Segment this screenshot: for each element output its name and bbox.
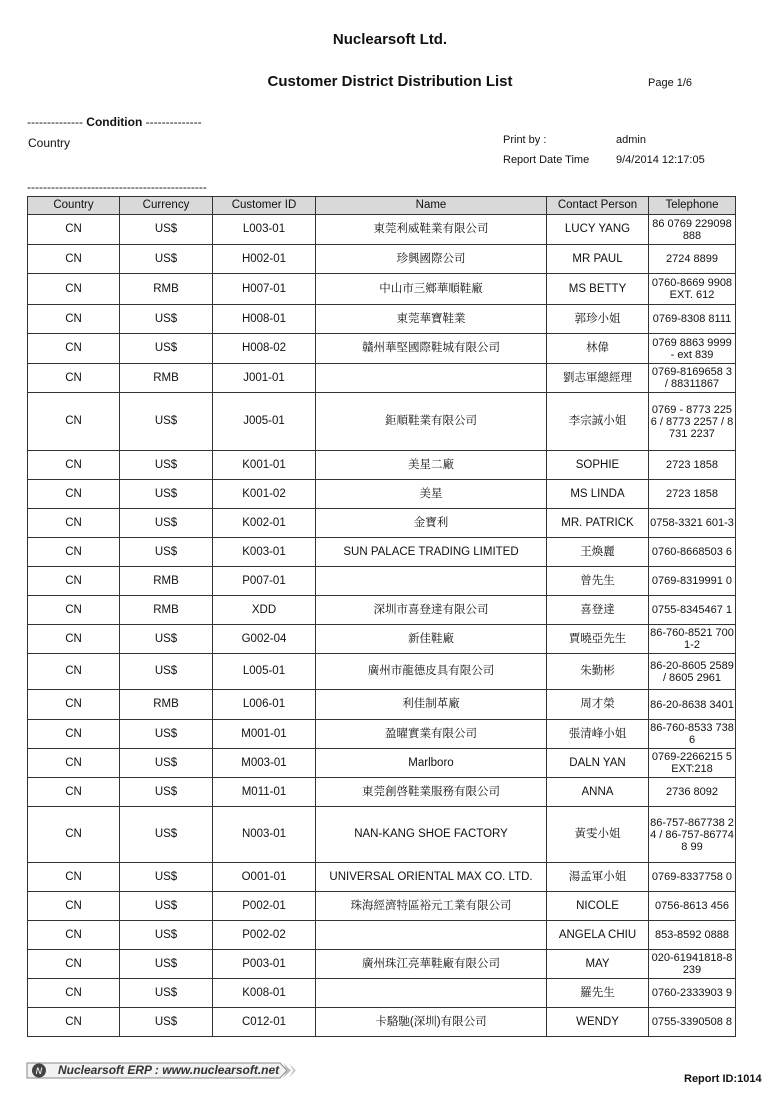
cell-customer-id: XDD <box>213 596 316 625</box>
condition-heading <box>27 115 202 129</box>
cell-customer-id: K001-02 <box>213 480 316 509</box>
company-name: Nuclearsoft Ltd. <box>332 31 448 48</box>
table-row <box>28 807 736 863</box>
cell-currency: US$ <box>120 480 213 509</box>
cell-telephone: 0769-8337758 0 <box>649 863 736 892</box>
condition-label: Condition <box>86 115 143 129</box>
cell-customer-id: H007-01 <box>213 274 316 305</box>
cell-contact-person: 劉志軍總經理 <box>547 364 649 393</box>
cell-contact-person: 黃雯小姐 <box>547 807 649 863</box>
cell-country: CN <box>28 1008 120 1037</box>
cell-name: 東莞創啓鞋業服務有限公司 <box>316 778 547 807</box>
table-row <box>28 1008 736 1037</box>
cell-name: 鉅順鞋業有限公司 <box>316 393 547 451</box>
table-row <box>28 567 736 596</box>
cell-country: CN <box>28 364 120 393</box>
cell-telephone: 86-760-8533 7386 <box>649 720 736 749</box>
cell-currency: US$ <box>120 393 213 451</box>
table-row <box>28 509 736 538</box>
cell-currency: US$ <box>120 807 213 863</box>
table-row <box>28 451 736 480</box>
table-row <box>28 364 736 393</box>
cell-name: 盈曜實業有限公司 <box>316 720 547 749</box>
table-row <box>28 245 736 274</box>
svg-text:N: N <box>35 1067 43 1077</box>
column-header-currency: Currency <box>120 197 213 215</box>
cell-country: CN <box>28 451 120 480</box>
cell-name: 中山市三鄉華順鞋廠 <box>316 274 547 305</box>
report-datetime-value: 9/4/2014 12:17:05 <box>616 154 705 166</box>
cell-telephone: 0769 - 8773 2256 / 8773 2257 / 8731 2237 <box>649 393 736 451</box>
cell-name: 廣州市龍德皮具有限公司 <box>316 654 547 690</box>
cell-name: SUN PALACE TRADING LIMITED <box>316 538 547 567</box>
table-row <box>28 892 736 921</box>
page-number: Page 1/6 <box>648 77 693 89</box>
cell-currency: RMB <box>120 567 213 596</box>
cell-customer-id: O001-01 <box>213 863 316 892</box>
cell-name: 珍興國際公司 <box>316 245 547 274</box>
cell-contact-person: 張清峰小姐 <box>547 720 649 749</box>
cell-name: 贛州華堅國際鞋城有限公司 <box>316 334 547 364</box>
cell-contact-person: WENDY <box>547 1008 649 1037</box>
cell-currency: US$ <box>120 245 213 274</box>
cell-telephone: 0760-8669 9908 EXT. 612 <box>649 274 736 305</box>
cell-country: CN <box>28 245 120 274</box>
cell-currency: US$ <box>120 305 213 334</box>
table-row <box>28 720 736 749</box>
cell-telephone: 0755-8345467 1 <box>649 596 736 625</box>
cell-customer-id: H008-01 <box>213 305 316 334</box>
print-by-label: Print by : <box>503 134 547 146</box>
column-header-country: Country <box>28 197 120 215</box>
cell-contact-person: MR. PATRICK <box>547 509 649 538</box>
cell-currency: RMB <box>120 690 213 720</box>
condition-dashes-left: -------------- <box>27 115 83 129</box>
cell-country: CN <box>28 778 120 807</box>
cell-contact-person: NICOLE <box>547 892 649 921</box>
table-row <box>28 979 736 1008</box>
cell-contact-person: 郭珍小姐 <box>547 305 649 334</box>
cell-currency: US$ <box>120 625 213 654</box>
cell-telephone: 0769 8863 9999 - ext 839 <box>649 334 736 364</box>
cell-currency: US$ <box>120 892 213 921</box>
table-row <box>28 480 736 509</box>
cell-customer-id: K003-01 <box>213 538 316 567</box>
cell-name <box>316 567 547 596</box>
table-row <box>28 749 736 778</box>
cell-name <box>316 921 547 950</box>
cell-customer-id: K008-01 <box>213 979 316 1008</box>
cell-telephone: 0755-3390508 8 <box>649 1008 736 1037</box>
cell-customer-id: G002-04 <box>213 625 316 654</box>
cell-country: CN <box>28 720 120 749</box>
cell-contact-person: DALN YAN <box>547 749 649 778</box>
cell-telephone: 0760-2333903 9 <box>649 979 736 1008</box>
cell-customer-id: P002-02 <box>213 921 316 950</box>
cell-contact-person: 喜登達 <box>547 596 649 625</box>
cell-contact-person: 王煥麗 <box>547 538 649 567</box>
table-header-row <box>28 197 736 215</box>
print-by-value: admin <box>616 134 646 146</box>
cell-currency: US$ <box>120 538 213 567</box>
cell-country: CN <box>28 334 120 364</box>
table-row <box>28 305 736 334</box>
table-row <box>28 393 736 451</box>
report-title: Customer District Distribution List <box>267 73 513 90</box>
cell-country: CN <box>28 807 120 863</box>
cell-telephone: 0769-8319991 0 <box>649 567 736 596</box>
cell-telephone: 86-20-8605 2589 / 8605 2961 <box>649 654 736 690</box>
cell-country: CN <box>28 274 120 305</box>
condition-separator: --------------------------------------------- <box>27 180 207 194</box>
cell-customer-id: P003-01 <box>213 950 316 979</box>
cell-currency: RMB <box>120 364 213 393</box>
cell-customer-id: P007-01 <box>213 567 316 596</box>
cell-telephone: 0769-8169658 3 / 88311867 <box>649 364 736 393</box>
cell-contact-person: 周才榮 <box>547 690 649 720</box>
cell-name <box>316 979 547 1008</box>
cell-customer-id: K002-01 <box>213 509 316 538</box>
table-row <box>28 921 736 950</box>
cell-name: UNIVERSAL ORIENTAL MAX CO. LTD. <box>316 863 547 892</box>
cell-telephone: 853-8592 0888 <box>649 921 736 950</box>
column-header-telephone: Telephone <box>649 197 736 215</box>
column-header-customer-id: Customer ID <box>213 197 316 215</box>
cell-country: CN <box>28 950 120 979</box>
cell-customer-id: J005-01 <box>213 393 316 451</box>
report-id: Report ID:1014 <box>684 1073 762 1085</box>
cell-country: CN <box>28 480 120 509</box>
cell-contact-person: SOPHIE <box>547 451 649 480</box>
cell-customer-id: M001-01 <box>213 720 316 749</box>
cell-country: CN <box>28 863 120 892</box>
cell-customer-id: H008-02 <box>213 334 316 364</box>
cell-customer-id: C012-01 <box>213 1008 316 1037</box>
cell-name: 東莞利威鞋業有限公司 <box>316 215 547 245</box>
cell-name: 東莞華寶鞋業 <box>316 305 547 334</box>
cell-name: Marlboro <box>316 749 547 778</box>
cell-customer-id: H002-01 <box>213 245 316 274</box>
cell-telephone: 2723 1858 <box>649 451 736 480</box>
table-row <box>28 863 736 892</box>
cell-country: CN <box>28 690 120 720</box>
cell-country: CN <box>28 393 120 451</box>
cell-currency: RMB <box>120 274 213 305</box>
customer-table <box>27 196 736 1037</box>
table-row <box>28 778 736 807</box>
cell-country: CN <box>28 596 120 625</box>
cell-name: 新佳鞋廠 <box>316 625 547 654</box>
cell-country: CN <box>28 215 120 245</box>
cell-telephone: 86-757-867738 24 / 86-757-867748 99 <box>649 807 736 863</box>
cell-currency: US$ <box>120 1008 213 1037</box>
cell-currency: US$ <box>120 749 213 778</box>
cell-currency: US$ <box>120 979 213 1008</box>
cell-name: 利佳制革廠 <box>316 690 547 720</box>
cell-contact-person: MS LINDA <box>547 480 649 509</box>
cell-currency: US$ <box>120 863 213 892</box>
table-row <box>28 596 736 625</box>
cell-contact-person: LUCY YANG <box>547 215 649 245</box>
footer-brand: Nuclearsoft ERP : www.nuclearsoft.net <box>58 1063 280 1077</box>
cell-telephone: 86-20-8638 3401 <box>649 690 736 720</box>
cell-contact-person: ANNA <box>547 778 649 807</box>
cell-name: NAN-KANG SHOE FACTORY <box>316 807 547 863</box>
cell-country: CN <box>28 538 120 567</box>
table-row <box>28 538 736 567</box>
cell-telephone: 0769-8308 8111 <box>649 305 736 334</box>
cell-name <box>316 364 547 393</box>
table-row <box>28 690 736 720</box>
table-row <box>28 950 736 979</box>
cell-contact-person: MR PAUL <box>547 245 649 274</box>
cell-country: CN <box>28 892 120 921</box>
table-row <box>28 654 736 690</box>
cell-country: CN <box>28 305 120 334</box>
cell-contact-person: MAY <box>547 950 649 979</box>
cell-currency: RMB <box>120 596 213 625</box>
cell-telephone: 020-61941818-8239 <box>649 950 736 979</box>
cell-country: CN <box>28 749 120 778</box>
cell-currency: US$ <box>120 334 213 364</box>
cell-contact-person: MS BETTY <box>547 274 649 305</box>
cell-country: CN <box>28 921 120 950</box>
cell-currency: US$ <box>120 654 213 690</box>
cell-telephone: 2723 1858 <box>649 480 736 509</box>
cell-customer-id: M011-01 <box>213 778 316 807</box>
cell-contact-person: 羅先生 <box>547 979 649 1008</box>
cell-telephone: 86-760-8521 7001-2 <box>649 625 736 654</box>
cell-name: 卡駱馳(深圳)有限公司 <box>316 1008 547 1037</box>
cell-customer-id: L006-01 <box>213 690 316 720</box>
cell-currency: US$ <box>120 451 213 480</box>
cell-telephone: 0756-8613 456 <box>649 892 736 921</box>
cell-name: 美星 <box>316 480 547 509</box>
cell-currency: US$ <box>120 778 213 807</box>
cell-country: CN <box>28 625 120 654</box>
cell-country: CN <box>28 567 120 596</box>
cell-customer-id: L005-01 <box>213 654 316 690</box>
cell-customer-id: P002-01 <box>213 892 316 921</box>
cell-customer-id: N003-01 <box>213 807 316 863</box>
cell-country: CN <box>28 979 120 1008</box>
cell-name: 廣州珠江亮華鞋廠有限公司 <box>316 950 547 979</box>
cell-currency: US$ <box>120 950 213 979</box>
cell-telephone: 2736 8092 <box>649 778 736 807</box>
cell-name: 深圳市喜登達有限公司 <box>316 596 547 625</box>
cell-country: CN <box>28 654 120 690</box>
cell-customer-id: M003-01 <box>213 749 316 778</box>
cell-contact-person: 賈曉亞先生 <box>547 625 649 654</box>
cell-telephone: 2724 8899 <box>649 245 736 274</box>
column-header-contact-person: Contact Person <box>547 197 649 215</box>
cell-currency: US$ <box>120 921 213 950</box>
cell-contact-person: 林偉 <box>547 334 649 364</box>
cell-contact-person: ANGELA CHIU <box>547 921 649 950</box>
cell-contact-person: 湯孟軍小姐 <box>547 863 649 892</box>
cell-currency: US$ <box>120 215 213 245</box>
table-row <box>28 274 736 305</box>
condition-dashes-right: -------------- <box>145 115 202 129</box>
cell-currency: US$ <box>120 720 213 749</box>
cell-customer-id: J001-01 <box>213 364 316 393</box>
column-header-name: Name <box>316 197 547 215</box>
cell-customer-id: K001-01 <box>213 451 316 480</box>
cell-country: CN <box>28 509 120 538</box>
cell-customer-id: L003-01 <box>213 215 316 245</box>
condition-country-label: Country <box>28 136 71 150</box>
cell-contact-person: 李宗誠小姐 <box>547 393 649 451</box>
cell-telephone: 0769-2266215 5 EXT:218 <box>649 749 736 778</box>
cell-contact-person: 曾先生 <box>547 567 649 596</box>
cell-currency: US$ <box>120 509 213 538</box>
cell-name: 金寶利 <box>316 509 547 538</box>
report-datetime-label: Report Date Time <box>503 154 590 166</box>
cell-telephone: 0760-8668503 6 <box>649 538 736 567</box>
cell-name: 美星二廠 <box>316 451 547 480</box>
table-row <box>28 334 736 364</box>
cell-name: 珠海經濟特區裕元工業有限公司 <box>316 892 547 921</box>
cell-telephone: 0758-3321 601-3 <box>649 509 736 538</box>
table-row <box>28 215 736 245</box>
cell-telephone: 86 0769 229098888 <box>649 215 736 245</box>
table-row <box>28 625 736 654</box>
cell-contact-person: 朱勤彬 <box>547 654 649 690</box>
